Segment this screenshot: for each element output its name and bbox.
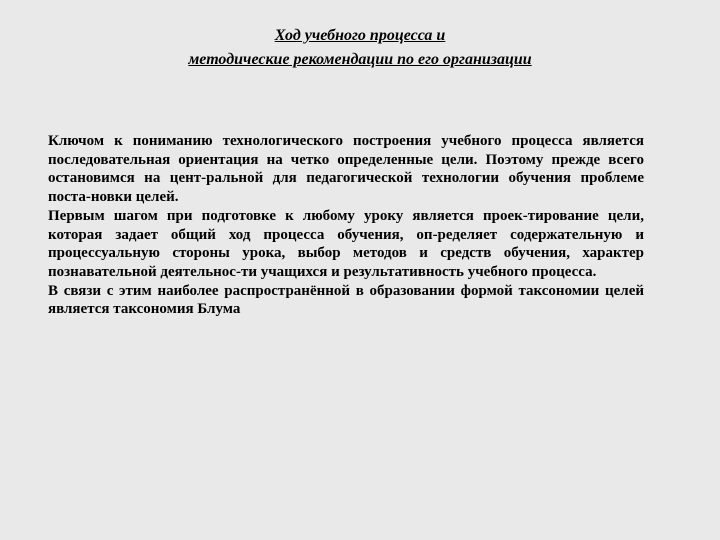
slide-title (60, 24, 660, 72)
paragraph-3: В связи с этим наиболее распространённой в образовании формой таксономии целей является таксономия Блума (48, 282, 644, 318)
body-text (48, 132, 644, 319)
paragraph-1: Ключом к пониманию технологического построения учебного процесса является последовательная ориентация на четко определенные цели. Поэтому прежде всего остановимся на цент-ральной для педагогической технологии обучения проблеме поста-новки целей. (48, 133, 644, 206)
paragraph-2: Первым шагом при подготовке к любому уроку является проек-тирование цели, которая задает общий ход процесса обучения, оп-ределяет содержательную и процессуальную стороны урока, выбор методов и средств обучения, характер познавательной деятельнос-ти учащихся и результативность учебного процесса. (48, 207, 644, 280)
title-line-2: методические рекомендации по его организации (188, 51, 532, 68)
title-line-1: Ход учебного процесса и (274, 27, 446, 44)
